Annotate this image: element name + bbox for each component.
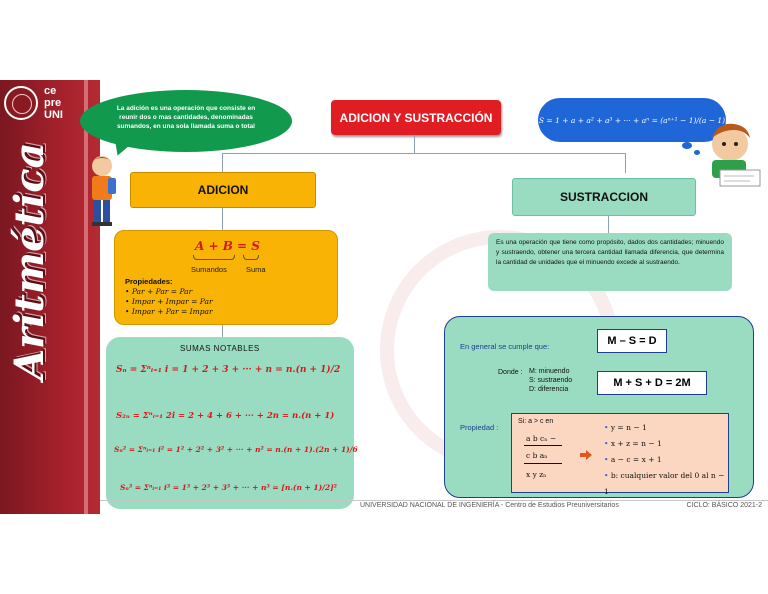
connector — [608, 216, 609, 233]
adicion-properties — [114, 230, 338, 325]
properties-title: Propiedades: — [125, 277, 173, 286]
slide — [0, 80, 768, 514]
brace-suma — [243, 255, 259, 260]
list-item: • x + z = n − 1 — [604, 436, 728, 452]
sum-row: Sₙ³ = Σⁿᵢ₌₁ i³ = 1³ + 2³ + 3³ + ··· + n³ = [n.(n + 1)/2]² — [120, 483, 337, 492]
list-item: • Par + Par = Par — [125, 287, 213, 297]
sustraccion-description: Es una operación que tiene como propósito, dados dos cantidades; minuendo y sustraendo, obtener una tercera cantidad llamada diferencia, que determina la cantidad de unidades que el minuendo excede al sustraendo. — [488, 233, 732, 291]
sumas-notables-panel — [106, 337, 358, 509]
donde-label: Donde : — [498, 369, 523, 376]
propiedad-label: Propiedad : — [460, 423, 499, 432]
connector — [222, 208, 223, 230]
footer — [100, 500, 768, 514]
connector — [414, 135, 415, 153]
adicion-heading: ADICION — [130, 172, 316, 208]
page-title: ADICION Y SUSTRACCIÓN — [331, 100, 501, 135]
student-writing-icon — [700, 120, 768, 190]
definition-bubble: La adición es una operación que consiste en reunir dos o mas cantidades, denominadas sumandos, en una sola llamada suma o total — [80, 90, 292, 152]
brace-sumandos — [193, 255, 235, 260]
list-item: • y = n − 1 — [604, 420, 728, 436]
addition-formula: A + B = S — [195, 239, 260, 253]
difference: x y zₙ — [526, 470, 547, 479]
properties-list — [125, 287, 213, 317]
list-item: • a − c = x + 1 — [604, 452, 728, 468]
divider — [524, 463, 562, 464]
sustraccion-heading: SUSTRACCION — [512, 178, 696, 216]
subtrahend: c b aₙ — [526, 451, 548, 460]
arrow-right-icon — [580, 450, 592, 460]
footer-cycle: CICLO: BÁSICO 2021-2 — [686, 502, 762, 509]
footer-institution: UNIVERSIDAD NACIONAL DE INGENIERÍA - Centro de Estudios Preuniversitarios — [360, 502, 619, 509]
logo-text: ce pre UNI — [44, 85, 63, 121]
equation-difference: M – S = D — [597, 329, 667, 353]
university-seal-icon — [4, 86, 38, 120]
list-item: • Impar + Impar = Par — [125, 297, 213, 307]
donde-list: M: minuendo S: sustraendo D: diferencia — [529, 368, 573, 393]
sidebar-title: Aritmética — [6, 142, 53, 380]
boy-character-icon — [82, 152, 122, 232]
connector — [222, 153, 626, 173]
sum-row: S₂ₙ = Σⁿᵢ₌₁ 2i = 2 + 4 + 6 + ··· + 2n = n.(n + 1) — [116, 411, 335, 421]
sidebar — [0, 80, 100, 514]
general-label: En general se cumple que: — [460, 342, 550, 351]
propiedad-panel — [511, 413, 729, 496]
list-item: • b: cualquier valor del 0 al n − 1 — [604, 468, 728, 500]
label-suma: Suma — [246, 265, 266, 274]
relations-list — [604, 420, 728, 500]
divider — [524, 445, 562, 446]
sumas-title: SUMAS NOTABLES — [180, 344, 260, 353]
geometric-sum-cloud: S = 1 + a + a² + a³ + ··· + aⁿ = (aⁿ⁺¹ − 1)/(a − 1) — [538, 98, 726, 142]
sustraccion-general-panel — [444, 316, 754, 498]
list-item: • Impar + Par = Impar — [125, 307, 213, 317]
minuend: a b cₙ − — [526, 434, 557, 443]
label-sumandos: Sumandos — [191, 265, 227, 274]
cloud-dot — [682, 142, 692, 149]
sum-row: Sₙ = Σⁿᵢ₌₁ i = 1 + 2 + 3 + ··· + n = n.(n + 1)/2 — [116, 365, 341, 375]
sidebar-stripe — [84, 80, 88, 514]
equation-sum: M + S + D = 2M — [597, 371, 707, 395]
sum-row: Sₙ² = Σⁿᵢ₌₁ i² = 1² + 2² + 3² + ··· + n² = n.(n + 1).(2n + 1)/6 — [114, 445, 358, 454]
connector — [222, 325, 223, 337]
si-label: Si: a > c en — [518, 418, 554, 425]
